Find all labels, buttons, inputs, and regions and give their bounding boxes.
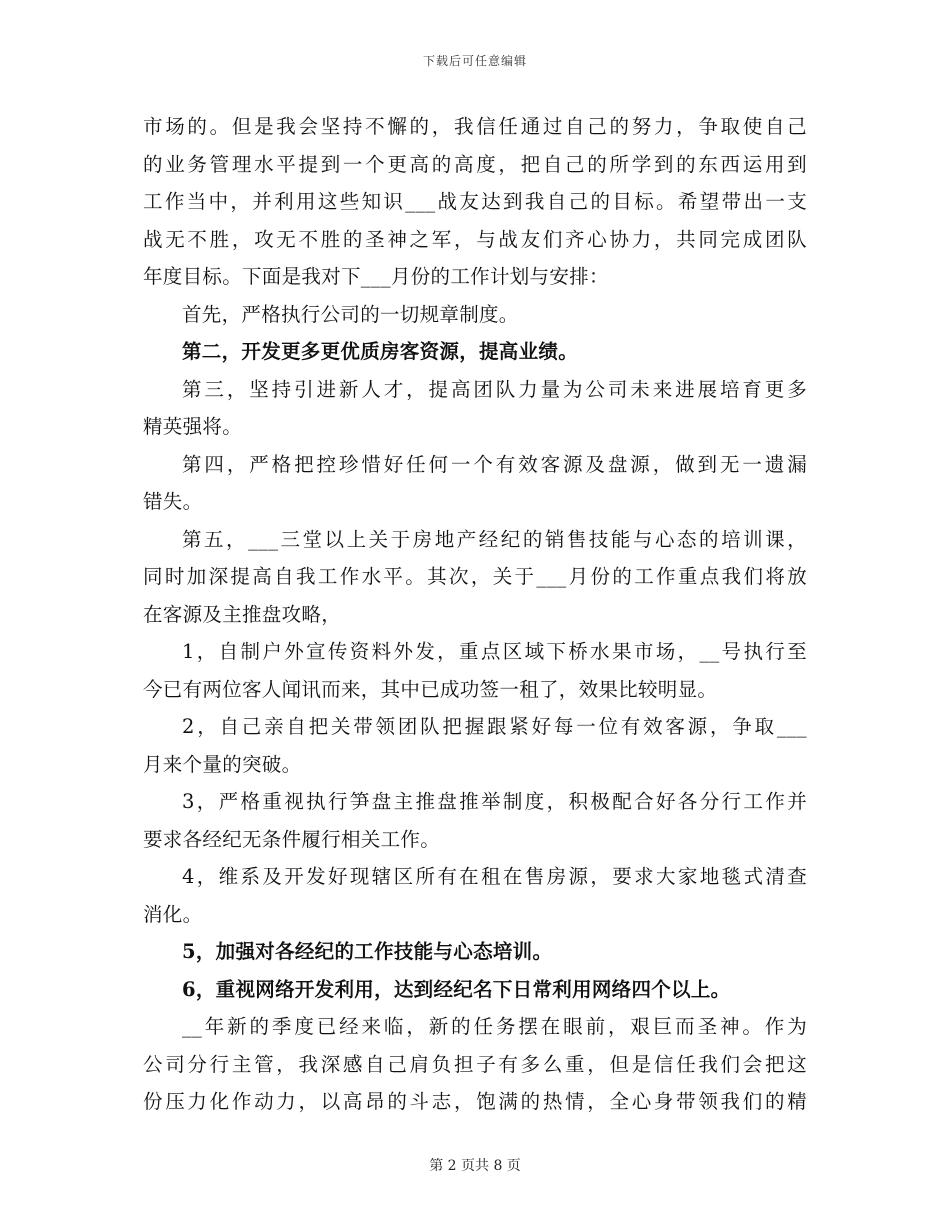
text-line: 精英强将。 <box>143 415 243 438</box>
text-line: __年新的季度已经来临，新的任务摆在眼前，艰巨而圣神。作为 <box>182 1015 807 1038</box>
text-line: 工作当中，并利用这些知识___战友达到我自己的目标。希望带出一支 <box>143 190 807 213</box>
text-line: 1，自制户外宣传资料外发，重点区域下桥水果市场，__号执行至 <box>182 640 807 663</box>
text-line: 要求各经纪无条件履行相关工作。 <box>143 827 441 851</box>
page-header: 下载后可任意编辑 <box>422 54 527 68</box>
text-line: 第二，开发更多更优质房客资源，提高业绩。 <box>182 340 579 363</box>
text-line: 首先，严格执行公司的一切规章制度。 <box>182 302 519 326</box>
text-line: 今已有两位客人闻讯而来，其中已成功签一租了，效果比较明显。 <box>143 677 718 701</box>
text-line: 5，加强对各经纪的工作技能与心态培训。 <box>182 940 553 963</box>
text-line: 在客源及主推盘攻略， <box>143 602 342 626</box>
text-line: 月来个量的突破。 <box>143 752 302 776</box>
document-body <box>143 108 807 1121</box>
text-line: 同时加深提高自我工作水平。其次，关于___月份的工作重点我们将放 <box>143 565 807 588</box>
text-line: 战无不胜，攻无不胜的圣神之军，与战友们齐心协力，共同完成团队 <box>143 227 807 251</box>
text-line: 6，重视网络开发利用，达到经纪名下日常利用网络四个以上。 <box>182 977 731 1001</box>
text-line: 年度目标。下面是我对下___月份的工作计划与安排： <box>143 265 609 288</box>
text-line: 4，维系及开发好现辖区所有在租在售房源，要求大家地毯式清查 <box>182 865 807 888</box>
text-line: 3，严格重视执行笋盘主推盘推举制度，积极配合好各分行工作并 <box>182 790 807 813</box>
text-line: 2，自己亲自把关带领团队把握跟紧好每一位有效客源，争取___ <box>182 715 807 738</box>
text-line: 的业务管理水平提到一个更高的高度，把自己的所学到的东西运用到 <box>143 152 807 176</box>
text-line: 第四，严格把控珍惜好任何一个有效客源及盘源，做到无一遗漏 <box>182 452 807 476</box>
text-line: 第三，坚持引进新人才，提高团队力量为公司未来进展培育更多 <box>182 377 807 401</box>
page-number: 第 2 页共 8 页 <box>429 1158 521 1174</box>
text-line: 公司分行主管，我深感自己肩负担子有多么重，但是信任我们会把这 <box>143 1052 807 1076</box>
text-line: 消化。 <box>143 902 203 926</box>
text-line: 份压力化作动力，以高昂的斗志，饱满的热情，全心身带领我们的精 <box>143 1090 807 1113</box>
text-line: 错失。 <box>143 490 203 513</box>
text-line: 市场的。但是我会坚持不懈的，我信任通过自己的努力，争取使自己 <box>143 115 807 138</box>
text-line: 第五，___三堂以上关于房地产经纪的销售技能与心态的培训课， <box>182 527 807 551</box>
